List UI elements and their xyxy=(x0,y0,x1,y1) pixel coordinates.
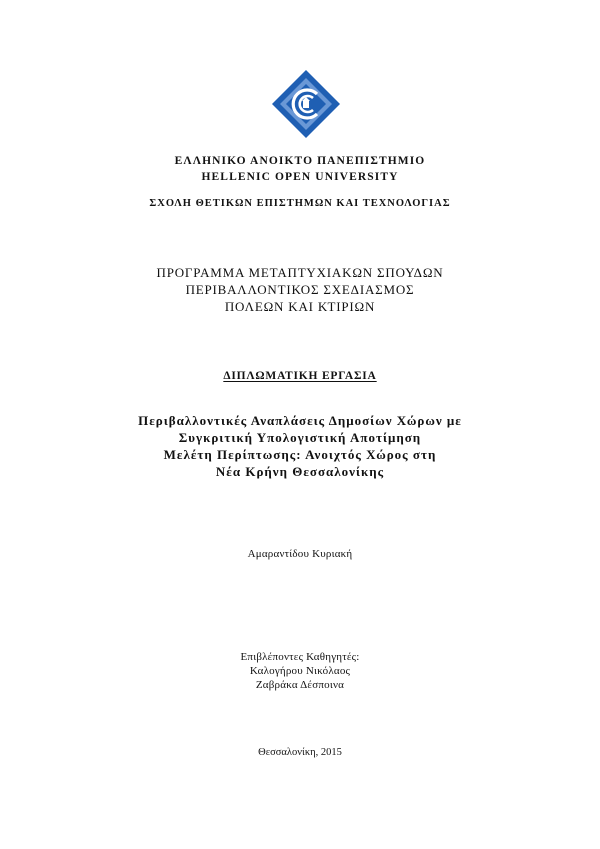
program-line: ΠΟΛΕΩΝ ΚΑΙ ΚΤΙΡΙΩΝ xyxy=(224,299,376,314)
thesis-title-line: Περιβαλλοντικές Αναπλάσεις Δημοσίων Χώρων με xyxy=(138,413,462,428)
university-heading xyxy=(0,153,600,185)
supervisor-name: Ζαβράκα Δέσποινα xyxy=(255,679,345,691)
thesis-type xyxy=(0,370,600,382)
university-name-english: HELLENIC OPEN UNIVERSITY xyxy=(201,171,399,183)
supervisor-name: Καλογήρου Νικόλαος xyxy=(249,665,351,677)
author-name: Αμαραντίδου Κυριακή xyxy=(247,548,353,560)
school-name: ΣΧΟΛΗ ΘΕΤΙΚΩΝ ΕΠΙΣΤΗΜΩΝ ΚΑΙ ΤΕΧΝΟΛΟΓΙΑΣ xyxy=(149,198,451,209)
thesis-title-line: Μελέτη Περίπτωσης: Ανοιχτός Χώρος στη xyxy=(163,447,437,462)
place-and-date: Θεσσαλονίκη, 2015 xyxy=(258,747,342,758)
supervisors-block xyxy=(0,650,600,692)
thesis-title xyxy=(0,412,600,480)
hellenic-open-university-logo-icon xyxy=(271,69,341,139)
thesis-title-line: Συγκριτική Υπολογιστική Αποτίμηση xyxy=(178,430,422,445)
university-name-greek: ΕΛΛΗΝΙΚΟ ΑΝΟΙΚΤΟ ΠΑΝΕΠΙΣΤΗΜΙΟ xyxy=(174,155,426,167)
program-line: ΠΡΟΓΡΑΜΜΑ ΜΕΤΑΠΤΥΧΙΑΚΩΝ ΣΠΟΥΔΩΝ xyxy=(156,265,444,280)
program-line: ΠΕΡΙΒΑΛΛΟΝΤΙΚΟΣ ΣΧΕΔΙΑΣΜΟΣ xyxy=(185,282,415,297)
thesis-type-label: ΔΙΠΛΩΜΑΤΙΚΗ ΕΡΓΑΣΙΑ xyxy=(223,370,377,382)
program-heading xyxy=(0,264,600,315)
supervisors-label: Επιβλέποντες Καθηγητές: xyxy=(240,651,360,663)
thesis-title-line: Νέα Κρήνη Θεσσαλονίκης xyxy=(215,464,385,479)
